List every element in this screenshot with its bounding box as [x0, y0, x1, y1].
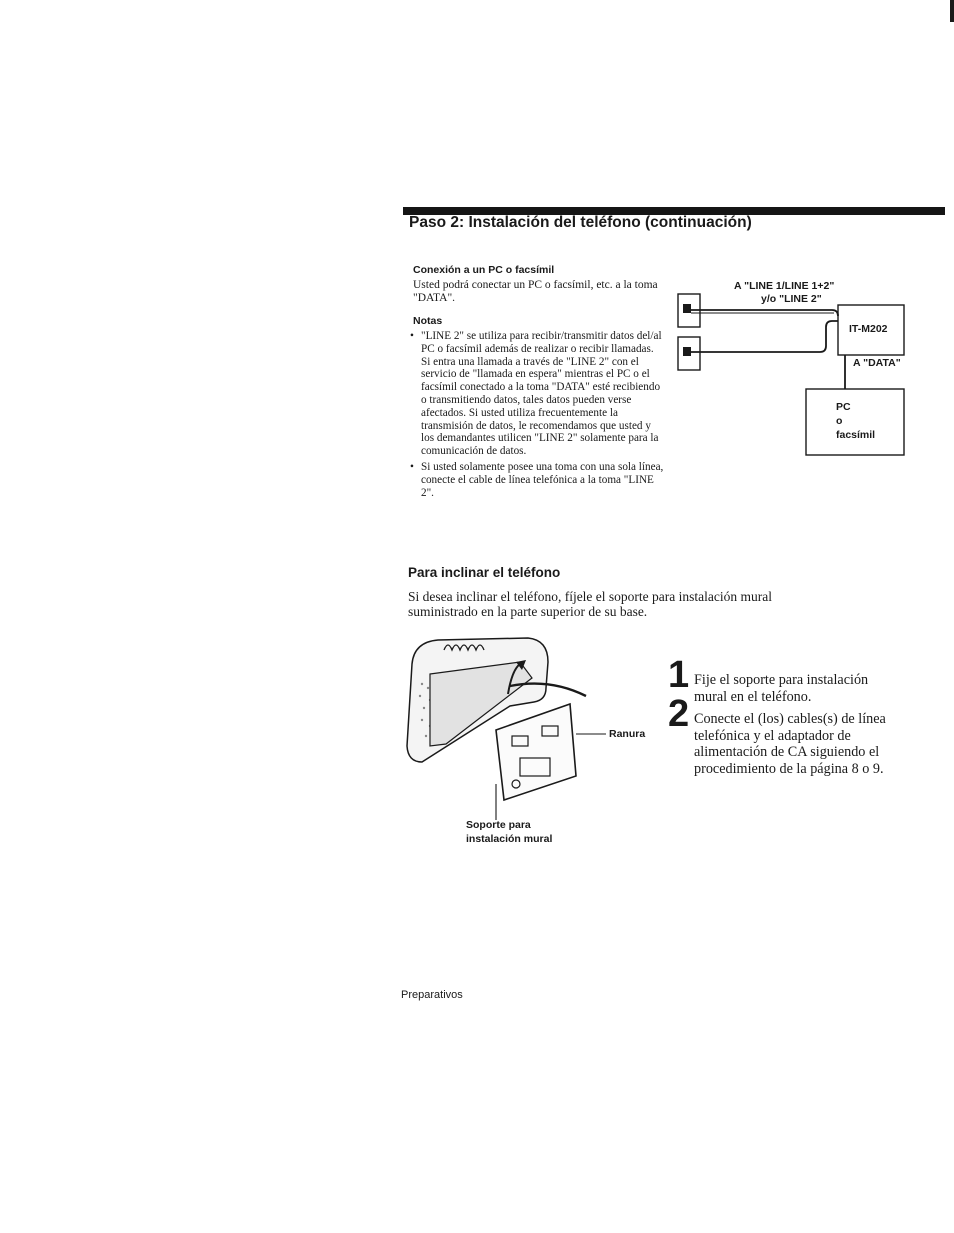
jack-socket-2-icon [683, 347, 691, 356]
note-text: Si usted solamente posee una toma con una sola línea, conecte el cable de línea telefónica a la toma "LINE 2". [421, 460, 664, 499]
pc-label: PC [836, 401, 851, 413]
jack-socket-1-icon [683, 304, 691, 313]
pc-connection-intro: Usted podrá conectar un PC o facsímil, etc. a la toma "DATA". [413, 279, 658, 304]
data-jack-label: A "DATA" [853, 357, 901, 369]
bracket-callout-label-1: Soporte para [466, 819, 531, 831]
note-item [410, 461, 665, 499]
connection-diagram [670, 285, 915, 465]
tilt-body: Si desea inclinar el teléfono, fíjele el soporte para instalación mural suministrado en la parte superior de su base. [408, 589, 772, 619]
note-text: "LINE 2" se utiliza para recibir/transmitir datos del/al PC o facsímil además de realizar o recibir llamadas. Si entra una llamada a través de "LINE 2" con el servicio de "llamada en espera" mientras el PC o el facsímil conectado a la toma "DATA" esté recibiendo o transmitiendo datos, tales datos pueden verse afectados. Si usted utiliza frecuentemente la transmisión de datos, le recomendamos que usted y los demandantes utilicen "LINE 2" solamente para la comunicación de datos. [421, 330, 662, 458]
step-text-2: Conecte el (los) cables(s) de línea telefónica y el adaptador de alimentación de CA siguiendo el procedimiento de la página 8 o 9. [694, 711, 886, 777]
step-text-1: Fije el soporte para instalación mural en el teléfono. [694, 672, 869, 705]
pc-connection-heading: Conexión a un PC o facsímil [413, 264, 555, 276]
step-number-1: 1 [668, 654, 690, 696]
bullet: • [410, 330, 414, 342]
bullet: • [410, 460, 414, 473]
line-cable-2 [691, 321, 838, 352]
notes-list [410, 330, 665, 502]
slot-callout-label: Ranura [609, 728, 646, 740]
wall-bracket [496, 704, 576, 800]
pc-fax-box [806, 389, 904, 455]
edge-mark [950, 0, 954, 22]
device-label: IT-M202 [849, 323, 888, 335]
note-item [410, 330, 665, 458]
fax-label: facsímil [836, 429, 876, 441]
step-number-2: 2 [668, 693, 690, 735]
tilt-title: Para inclinar el teléfono [408, 565, 561, 580]
notes-heading: Notas [413, 315, 443, 327]
diagram-label-line-2: y/o "LINE 2" [761, 293, 822, 305]
diagram-label-line: A "LINE 1/LINE 1+2" [734, 280, 835, 292]
pc-or-label: o [836, 415, 843, 427]
footer-section-name: Preparativos [401, 989, 463, 1001]
bracket-callout-label-2: instalación mural [466, 833, 553, 845]
section-title: Paso 2: Instalación del teléfono (continuación) [409, 214, 752, 231]
